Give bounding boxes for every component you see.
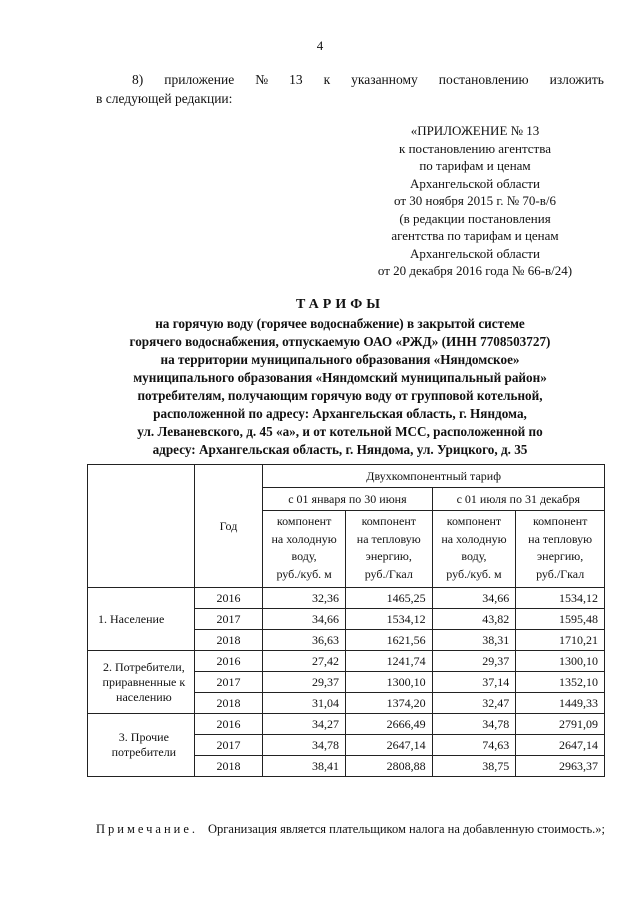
note-label: Примечание. [96, 822, 199, 836]
tariff-value-cell: 74,63 [432, 735, 516, 756]
title-line: адресу: Архангельская область, г. Няндома, ул. Урицкого, д. 35 [152, 442, 528, 457]
title-line: на территории муниципального образования «Няндомское» [160, 352, 520, 367]
category-cell [88, 714, 195, 777]
intro-word: к [323, 72, 331, 87]
tariff-value-cell: 1374,20 [345, 693, 432, 714]
tariff-value-cell: 34,27 [263, 714, 346, 735]
intro-paragraph [96, 70, 604, 108]
tariff-value-cell: 29,37 [263, 672, 346, 693]
document-title [60, 296, 620, 459]
header-component [263, 511, 346, 588]
title-line: потребителям, получающим горячую воду от групповой котельной, [137, 388, 543, 403]
tariff-value-cell: 1621,56 [345, 630, 432, 651]
tariff-value-cell: 1534,12 [345, 609, 432, 630]
tariff-value-cell: 43,82 [432, 609, 516, 630]
tariff-value-cell: 1241,74 [345, 651, 432, 672]
intro-word: 8) [132, 72, 144, 87]
header-two-component-tariff: Двухкомпонентный тариф [263, 465, 605, 488]
appendix-line: Архангельской области [410, 245, 540, 261]
header-component-line: воду, [291, 549, 317, 563]
intro-word: постановлению [438, 72, 529, 87]
year-cell: 2017 [194, 609, 263, 630]
intro-word: № [255, 72, 269, 87]
title-heading: ТАРИФЫ [296, 297, 384, 312]
category-line: приравненные к [102, 674, 186, 689]
header-component [432, 511, 516, 588]
header-component-line: руб./куб. м [276, 566, 332, 581]
tariff-value-cell: 2647,14 [345, 735, 432, 756]
table-row [88, 714, 605, 735]
intro-line-1 [96, 70, 604, 89]
category-cell [88, 588, 195, 651]
header-period-first-half: с 01 января по 30 июня [263, 488, 432, 511]
header-component-line: компонент [532, 514, 588, 528]
tariff-value-cell: 1352,10 [516, 672, 605, 693]
appendix-line: (в редакции постановления [399, 210, 551, 226]
tariff-value-cell: 1449,33 [516, 693, 605, 714]
header-empty-cell [88, 465, 195, 588]
category-cell [88, 651, 195, 714]
tariff-value-cell: 32,47 [432, 693, 516, 714]
appendix-line: к постановлению агентства [399, 140, 551, 156]
tariff-value-cell: 38,41 [263, 756, 346, 777]
tariff-value-cell: 2791,09 [516, 714, 605, 735]
intro-word: приложение [164, 72, 235, 87]
year-cell: 2016 [194, 651, 263, 672]
header-component-line: на тепловую [356, 531, 421, 546]
appendix-line: от 20 декабря 2016 года № 66-в/24) [377, 263, 573, 278]
table-row [88, 588, 605, 609]
tariff-value-cell: 1300,10 [345, 672, 432, 693]
header-component-line: руб./куб. м [446, 566, 502, 581]
appendix-line: «ПРИЛОЖЕНИЕ № 13 [410, 123, 540, 138]
header-component-line: руб./Гкал [364, 566, 413, 581]
appendix-line: по тарифам и ценам [419, 158, 531, 173]
header-component-line: на тепловую [528, 531, 593, 546]
header-component-line: на холодную [271, 531, 337, 546]
header-year: Год [194, 465, 263, 588]
tariff-value-cell: 1710,21 [516, 630, 605, 651]
page-number: 4 [316, 38, 324, 53]
tariff-value-cell: 29,37 [432, 651, 516, 672]
tariff-value-cell: 36,63 [263, 630, 346, 651]
note [96, 822, 616, 837]
category-line: 2. Потребители, [102, 659, 185, 674]
category-line: населению [116, 689, 172, 704]
tariff-value-cell: 34,66 [263, 609, 346, 630]
note-text: Организация является плательщиком налога на добавленную стоимость.»; [208, 822, 605, 836]
year-cell: 2018 [194, 756, 263, 777]
tariff-value-cell: 34,78 [263, 735, 346, 756]
title-line: горячего водоснабжения, отпускаемую ОАО «РЖД» (ИНН 7708503727) [129, 334, 551, 349]
tariff-value-cell: 2647,14 [516, 735, 605, 756]
category-line: 3. Прочие [118, 730, 169, 744]
header-component-line: компонент [361, 514, 416, 528]
tariff-value-cell: 2666,49 [345, 714, 432, 735]
tariff-value-cell: 1595,48 [516, 609, 605, 630]
year-cell: 2017 [194, 735, 263, 756]
appendix-line: от 30 ноября 2015 г. № 70-в/6 [394, 193, 556, 208]
table-row [88, 651, 605, 672]
intro-word: изложить [549, 72, 604, 87]
header-component-line: на холодную [441, 531, 507, 546]
tariff-value-cell: 2808,88 [345, 756, 432, 777]
header-period-second-half: с 01 июля по 31 декабря [432, 488, 604, 511]
header-component-line: компонент [446, 514, 502, 528]
header-component-line: руб./Гкал [536, 566, 585, 581]
appendix-line: Архангельской области [410, 175, 540, 191]
tariff-value-cell: 2963,37 [516, 756, 605, 777]
header-component-line: энергию, [365, 549, 412, 563]
tariff-value-cell: 34,78 [432, 714, 516, 735]
header-component [345, 511, 432, 588]
intro-word: указанному [351, 72, 418, 87]
intro-line-2: в следующей редакции: [96, 91, 233, 106]
year-cell: 2016 [194, 714, 263, 735]
header-component-line: энергию, [537, 549, 584, 563]
year-cell: 2016 [194, 588, 263, 609]
tariff-value-cell: 34,66 [432, 588, 516, 609]
year-cell: 2018 [194, 630, 263, 651]
tariff-value-cell: 1300,10 [516, 651, 605, 672]
title-line: муниципального образования «Няндомский муниципальный район» [133, 370, 547, 385]
appendix-line: агентства по тарифам и ценам [391, 228, 559, 243]
tariff-value-cell: 31,04 [263, 693, 346, 714]
header-component [516, 511, 605, 588]
category-line: 1. Население [98, 611, 165, 626]
appendix-reference [350, 122, 600, 280]
title-line: расположенной по адресу: Архангельская область, г. Няндома, [153, 406, 527, 421]
tariff-value-cell: 32,36 [263, 588, 346, 609]
tariff-value-cell: 37,14 [432, 672, 516, 693]
tariff-value-cell: 27,42 [263, 651, 346, 672]
tariff-value-cell: 38,75 [432, 756, 516, 777]
category-line: потребители [111, 745, 177, 759]
year-cell: 2017 [194, 672, 263, 693]
year-cell: 2018 [194, 693, 263, 714]
tariff-value-cell: 38,31 [432, 630, 516, 651]
title-line: ул. Леваневского, д. 45 «а», и от котельной МСС, расположенной по [137, 424, 543, 439]
intro-word: 13 [289, 72, 303, 87]
tariff-table [87, 464, 605, 777]
header-component-line: воду, [461, 549, 487, 563]
title-line: на горячую воду (горячее водоснабжение) в закрытой системе [155, 316, 525, 331]
tariff-value-cell: 1465,25 [345, 588, 432, 609]
header-component-line: компонент [276, 514, 332, 528]
tariff-value-cell: 1534,12 [516, 588, 605, 609]
